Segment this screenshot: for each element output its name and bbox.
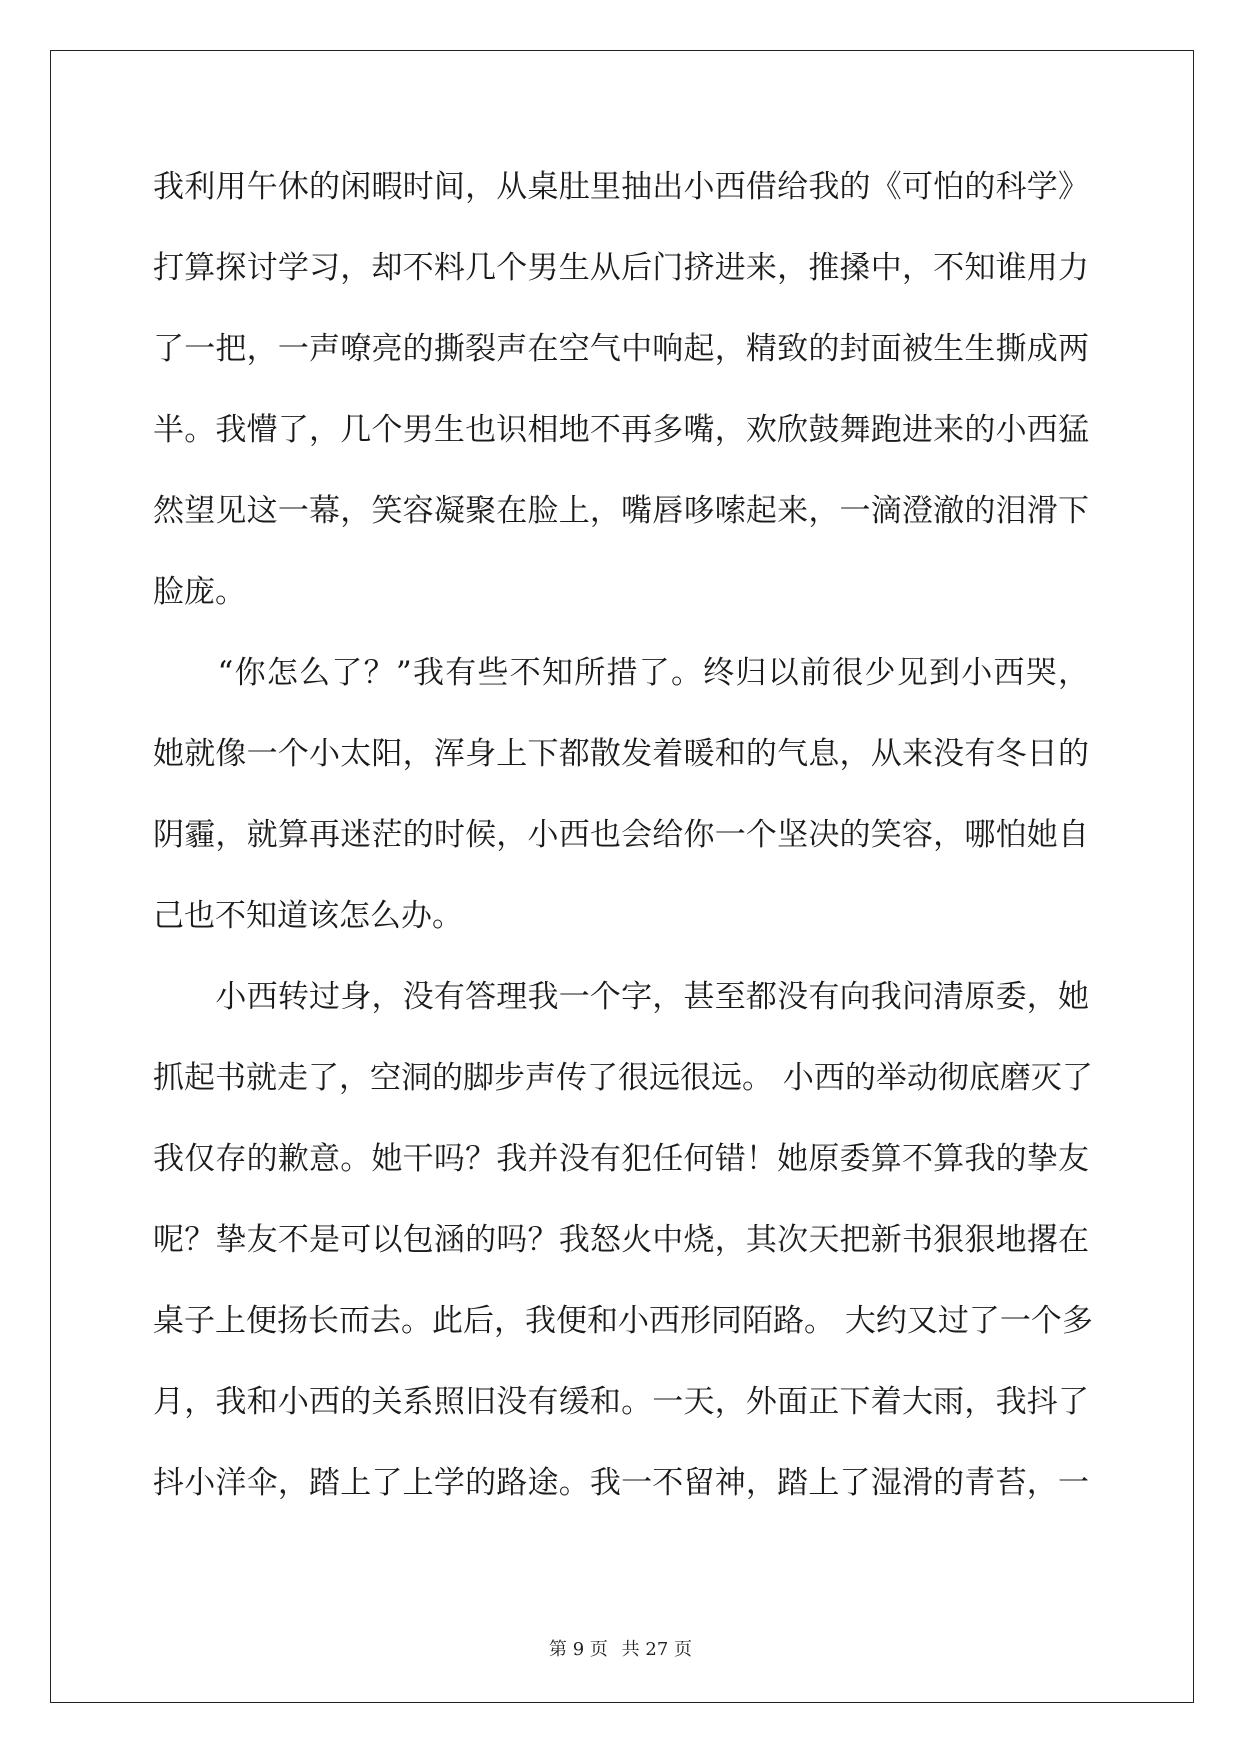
- text-line: 然望见这一幕，笑容凝聚在脸上，嘴唇哆嗦起来，一滴澄澈的泪滑下: [153, 493, 1089, 529]
- text-line: 桌子上便扬长而去。此后，我便和小西形同陌路。 大约又过了一个多: [153, 1303, 1093, 1339]
- text-line: 小西转过身，没有答理我一个字，甚至都没有向我问清原委，她: [153, 979, 1089, 1015]
- text-line: 了一把，一声嘹亮的撕裂声在空气中响起，精致的封面被生生撕成两: [153, 331, 1089, 367]
- paragraph-2: [153, 646, 1089, 970]
- text-line: 抖小洋伞，踏上了上学的路途。我一不留神，踏上了湿滑的青苔，一: [153, 1465, 1089, 1501]
- text-line: 阴霾，就算再迷茫的时候，小西也会给你一个坚决的笑容，哪怕她自: [153, 817, 1089, 853]
- text-line: 脸庞。: [153, 574, 246, 610]
- text-line: 打算探讨学习，却不料几个男生从后门挤进来，推搡中，不知谁用力: [153, 250, 1089, 286]
- text-line: “你怎么了？”我有些不知所措了。终归以前很少见到小西哭，: [153, 655, 1089, 691]
- text-line: 我仅存的歉意。她干吗？我并没有犯任何错！她原委算不算我的挚友: [153, 1141, 1089, 1177]
- text-line: 抓起书就走了，空洞的脚步声传了很远很远。 小西的举动彻底磨灭了: [153, 1060, 1093, 1096]
- page-number: 第 9 页: [549, 1639, 608, 1660]
- page-footer: [0, 1635, 1241, 1661]
- document-body: [153, 160, 1093, 1537]
- page-total: 共 27 页: [621, 1639, 692, 1660]
- text-line: 她就像一个小太阳，浑身上下都散发着暖和的气息，从来没有冬日的: [153, 736, 1089, 772]
- text-line: 呢？挚友不是可以包涵的吗？我怒火中烧，其次天把新书狠狠地撂在: [153, 1222, 1089, 1258]
- paragraph-1: [153, 160, 1089, 646]
- text-line: 月，我和小西的关系照旧没有缓和。一天，外面正下着大雨，我抖了: [153, 1384, 1089, 1420]
- text-line: 半。我懵了，几个男生也识相地不再多嘴，欢欣鼓舞跑进来的小西猛: [153, 412, 1089, 448]
- paragraph-3: [153, 970, 1093, 1537]
- text-line: 己也不知道该怎么办。: [153, 898, 463, 934]
- text-line: 我利用午休的闲暇时间，从桌肚里抽出小西借给我的《可怕的科学》: [153, 169, 1089, 205]
